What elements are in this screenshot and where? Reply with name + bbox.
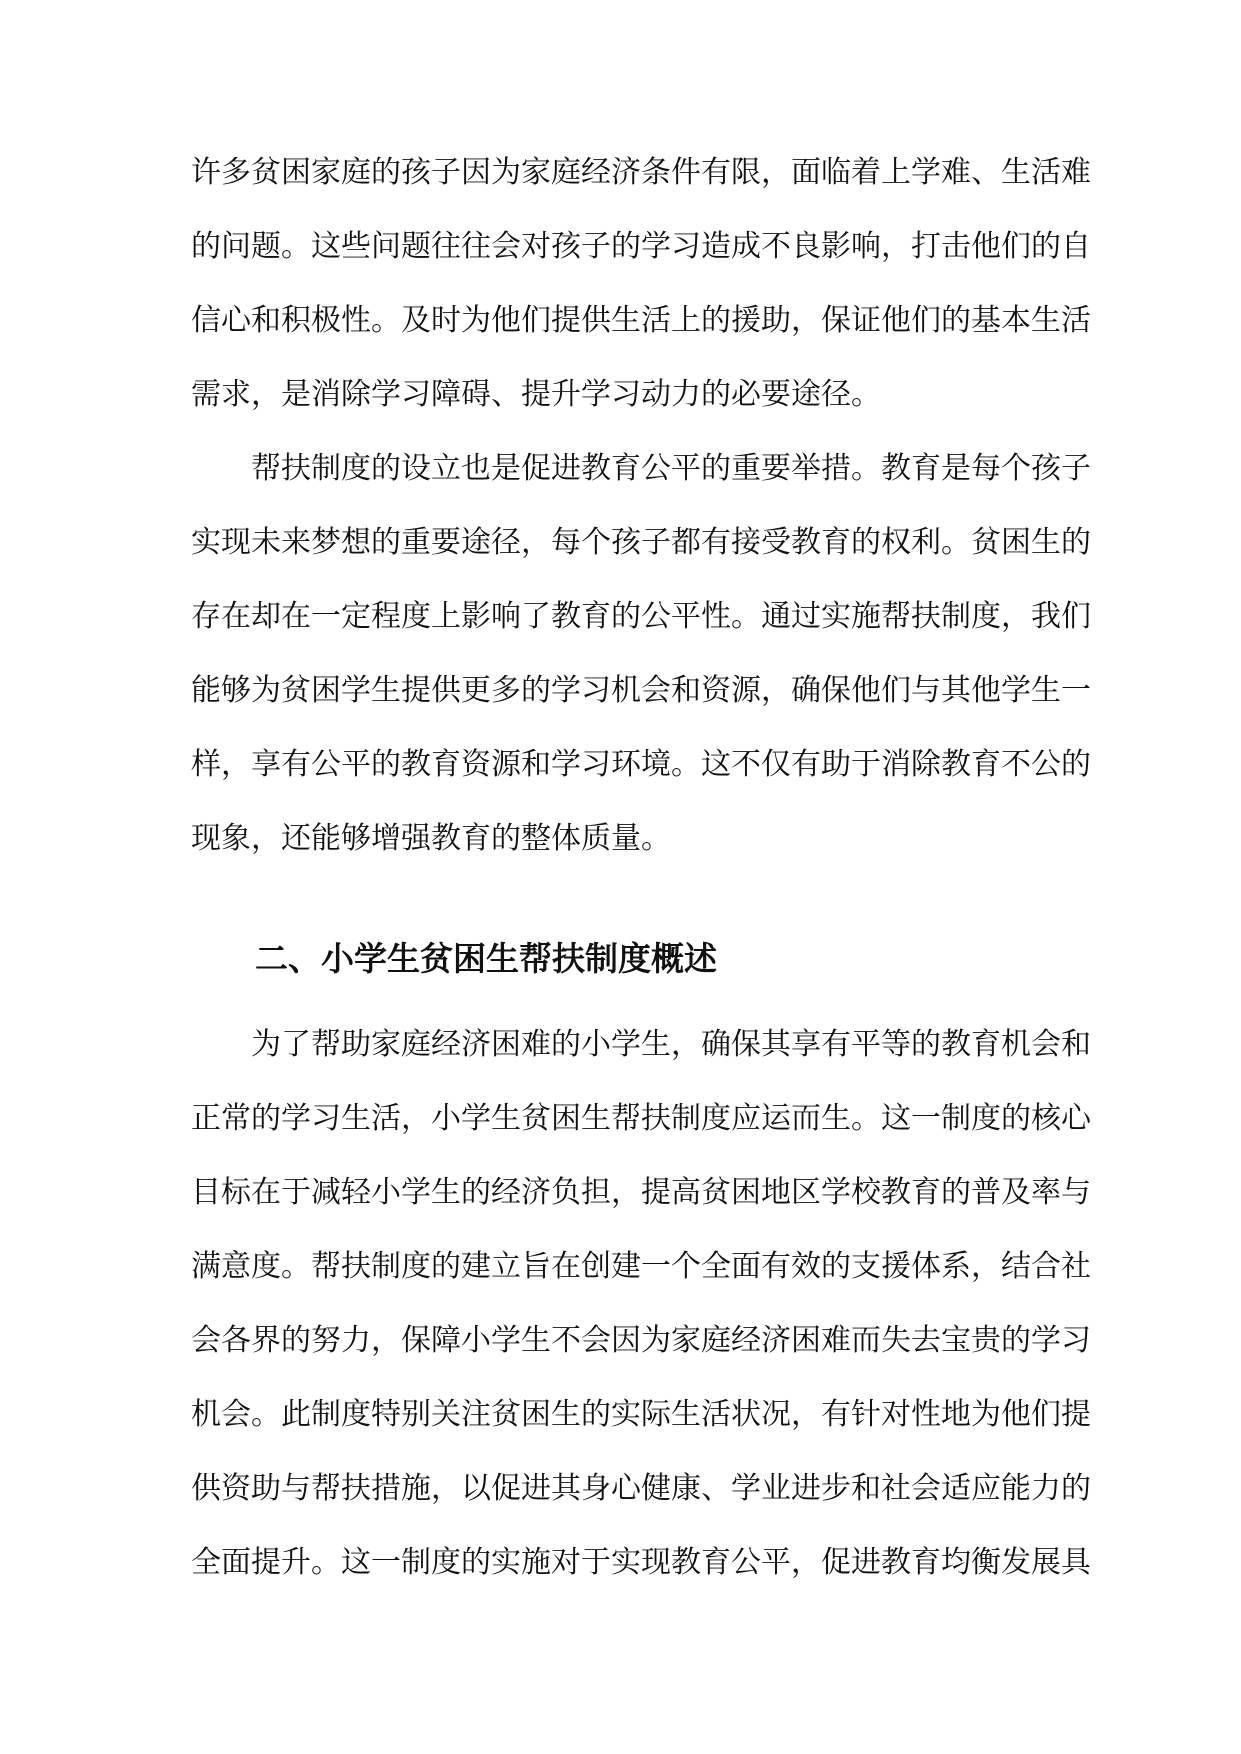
paragraph-2-line-1: 帮扶制度的设立也是促进教育公平的重要举措。教育是每个孩子 [251, 451, 1091, 486]
section-paragraph-line-4: 满意度。帮扶制度的建立旨在创建一个全面有效的支援体系，结合社 [191, 1249, 1091, 1284]
paragraph-2-line-5: 样，享有公平的教育资源和学习环境。这不仅有助于消除教育不公的 [191, 747, 1091, 782]
paragraph-1-line-2: 的问题。这些问题往往会对孩子的学习造成不良影响，打击他们的自 [191, 229, 1091, 264]
section-paragraph-line-2: 正常的学习生活，小学生贫困生帮扶制度应运而生。这一制度的核心 [191, 1101, 1091, 1136]
paragraph-1-line-4: 需求，是消除学习障碍、提升学习动力的必要途径。 [191, 377, 881, 412]
paragraph-2-line-2: 实现未来梦想的重要途径，每个孩子都有接受教育的权利。贫困生的 [191, 525, 1091, 560]
section-paragraph-line-5: 会各界的努力，保障小学生不会因为家庭经济困难而失去宝贵的学习 [191, 1323, 1091, 1358]
section-paragraph-line-7: 供资助与帮扶措施，以促进其身心健康、学业进步和社会适应能力的 [191, 1471, 1091, 1506]
paragraph-1-line-3: 信心和积极性。及时为他们提供生活上的援助，保证他们的基本生活 [191, 303, 1091, 338]
section-paragraph-line-8: 全面提升。这一制度的实施对于实现教育公平，促进教育均衡发展具 [191, 1545, 1091, 1580]
section-paragraph-line-1: 为了帮助家庭经济困难的小学生，确保其享有平等的教育机会和 [251, 1027, 1091, 1062]
section-paragraph-line-6: 机会。此制度特别关注贫困生的实际生活状况，有针对性地为他们提 [191, 1397, 1091, 1432]
section-heading: 二、小学生贫困生帮扶制度概述 [255, 939, 717, 978]
paragraph-2-line-4: 能够为贫困学生提供更多的学习机会和资源，确保他们与其他学生一 [191, 673, 1091, 708]
section-paragraph-line-3: 目标在于减轻小学生的经济负担，提高贫困地区学校教育的普及率与 [191, 1175, 1091, 1210]
paragraph-2-line-3: 存在却在一定程度上影响了教育的公平性。通过实施帮扶制度，我们 [191, 599, 1091, 634]
paragraph-1-line-1: 许多贫困家庭的孩子因为家庭经济条件有限，面临着上学难、生活难 [191, 155, 1091, 190]
paragraph-2-line-6: 现象，还能够增强教育的整体质量。 [191, 821, 671, 856]
